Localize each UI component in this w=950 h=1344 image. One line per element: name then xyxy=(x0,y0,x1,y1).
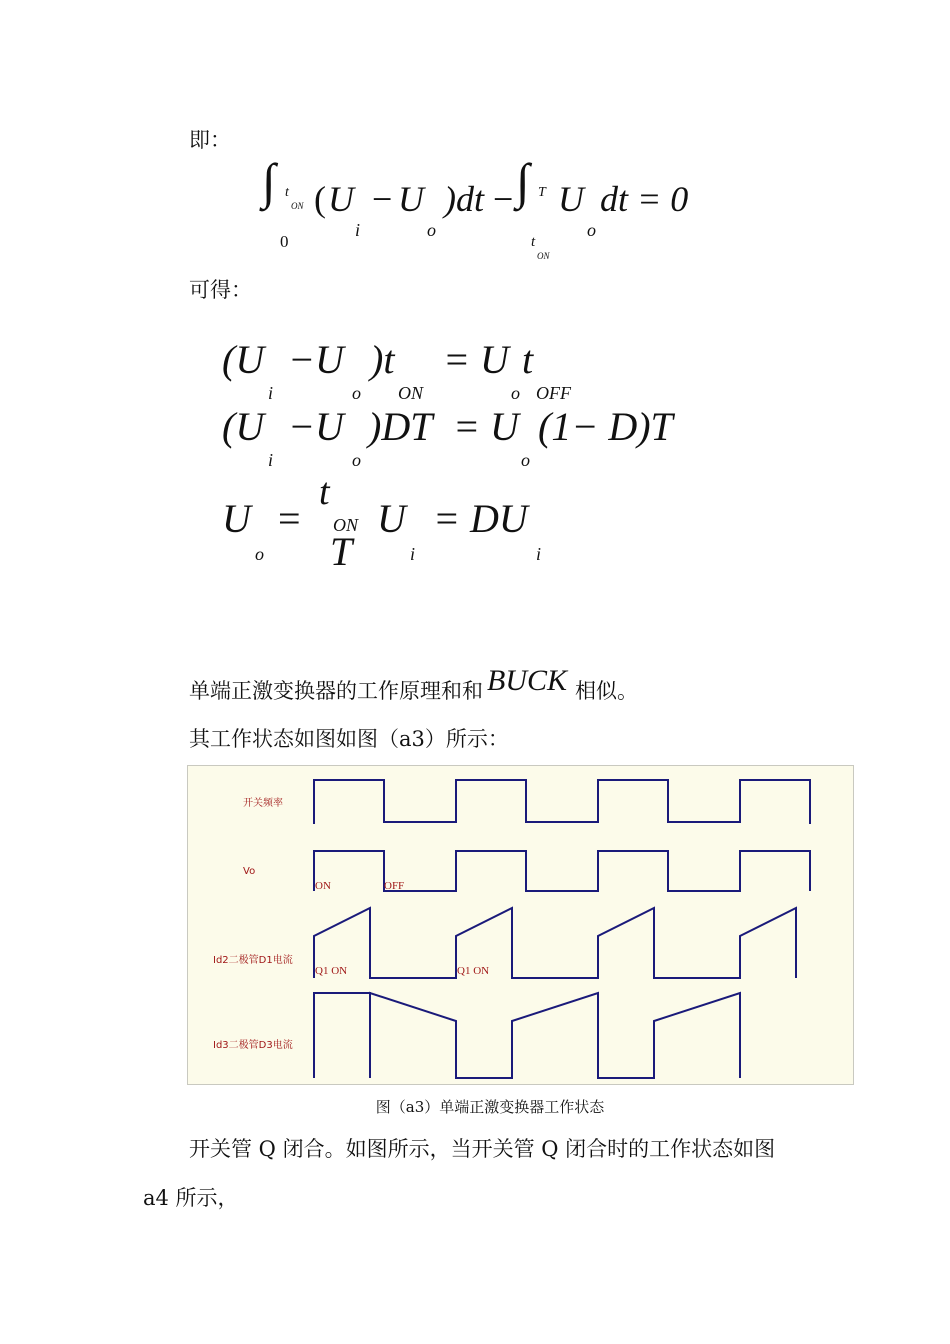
eq4-o: o xyxy=(255,544,264,564)
eq4-U2: U xyxy=(377,496,406,541)
wave-label-q1on-2: Q1 ON xyxy=(457,965,490,977)
wave-id2 xyxy=(314,908,796,978)
eq2-t: t xyxy=(522,337,534,382)
int2-upper: T xyxy=(538,185,546,200)
integral-sign-2: ∫ xyxy=(516,153,530,209)
eq1-o1: o xyxy=(427,220,436,240)
eq1-lparen: ( xyxy=(314,179,326,219)
paragraph-state: 其工作状态如图如图（a3）所示： xyxy=(189,727,509,751)
int1-lower: 0 xyxy=(280,232,289,251)
label-kede: 可得： xyxy=(189,278,252,302)
eq3-o: o xyxy=(352,450,361,470)
eq1-minus2: − xyxy=(493,179,514,219)
eq2-off: OFF xyxy=(536,383,571,403)
eq1-U3: U xyxy=(558,179,584,219)
int1-upper: t xyxy=(285,185,289,200)
eq2-o2: o xyxy=(511,383,520,403)
eq3-lhs: (U xyxy=(222,404,265,449)
buck-term: BUCK xyxy=(487,664,568,697)
paragraph-switch-closed: 开关管 Q 闭合。如图所示，当开关管 Q 闭合时的工作状态如图 xyxy=(189,1137,776,1161)
paragraph-a4: a4 所示， xyxy=(143,1186,239,1210)
eq3-i: i xyxy=(268,450,274,470)
label-vo: Vo xyxy=(243,866,256,877)
paragraph-buck-a: 单端正激变换器的工作原理和和 xyxy=(189,679,483,703)
wave-label-q1on-1: Q1 ON xyxy=(315,965,348,977)
eq4-U: U xyxy=(222,496,251,541)
eq1-U1: U xyxy=(328,179,354,219)
integral-sign-1: ∫ xyxy=(262,153,276,209)
eq4-i: i xyxy=(410,544,416,564)
eq4-eq: = xyxy=(278,496,301,541)
eq2-lhs: (U xyxy=(222,337,265,382)
eq2-on: ON xyxy=(398,383,424,403)
eq3-eq: = U xyxy=(453,404,519,449)
int1-upper-sub: ON xyxy=(291,201,304,211)
wave-switch xyxy=(314,780,810,824)
waveform-figure xyxy=(187,765,854,1085)
eq1-rparen-dt: )dt xyxy=(444,179,484,219)
eq1-o2: o xyxy=(587,220,596,240)
eq4-eq2: = DU xyxy=(433,496,528,541)
eq4-den: T xyxy=(330,529,353,574)
eq4-i2: i xyxy=(536,544,542,564)
int2-lower-sub: ON xyxy=(537,251,550,261)
eq3-minus: −U xyxy=(288,404,344,449)
label-switch-frequency: 开关频率 xyxy=(243,798,283,809)
eq3-rest: (1− D)T xyxy=(538,404,673,449)
label-id2: Id2二极管D1电流 xyxy=(213,955,293,966)
eq4-num-sub: ON xyxy=(333,515,359,535)
int2-lower: t xyxy=(531,234,536,250)
eq2-rp-t: )t xyxy=(370,337,395,382)
eq2-minus: −U xyxy=(288,337,344,382)
eq2-o: o xyxy=(352,383,361,403)
paragraph-buck xyxy=(189,664,639,706)
wave-label-on: ON xyxy=(315,880,331,892)
eq3-rp-dt: )DT xyxy=(368,404,433,449)
eq1-i1: i xyxy=(355,220,361,240)
eq4-num: t xyxy=(319,471,330,513)
eq1-dt-eq-0: dt = 0 xyxy=(600,179,689,219)
eq3-o2: o xyxy=(521,450,530,470)
label-id3: Id3二极管D3电流 xyxy=(213,1040,293,1051)
eq2-eq: = U xyxy=(443,337,509,382)
figure-caption: 图（a3）单端正激变换器工作状态 xyxy=(375,1098,605,1116)
paragraph-buck-b: 相似。 xyxy=(575,679,639,703)
eq1-minus: − xyxy=(372,179,393,219)
wave-id3 xyxy=(314,993,740,1078)
label-ji: 即： xyxy=(189,128,231,152)
eq1-U2: U xyxy=(398,179,424,219)
wave-label-off: OFF xyxy=(384,880,405,892)
eq2-i: i xyxy=(268,383,274,403)
